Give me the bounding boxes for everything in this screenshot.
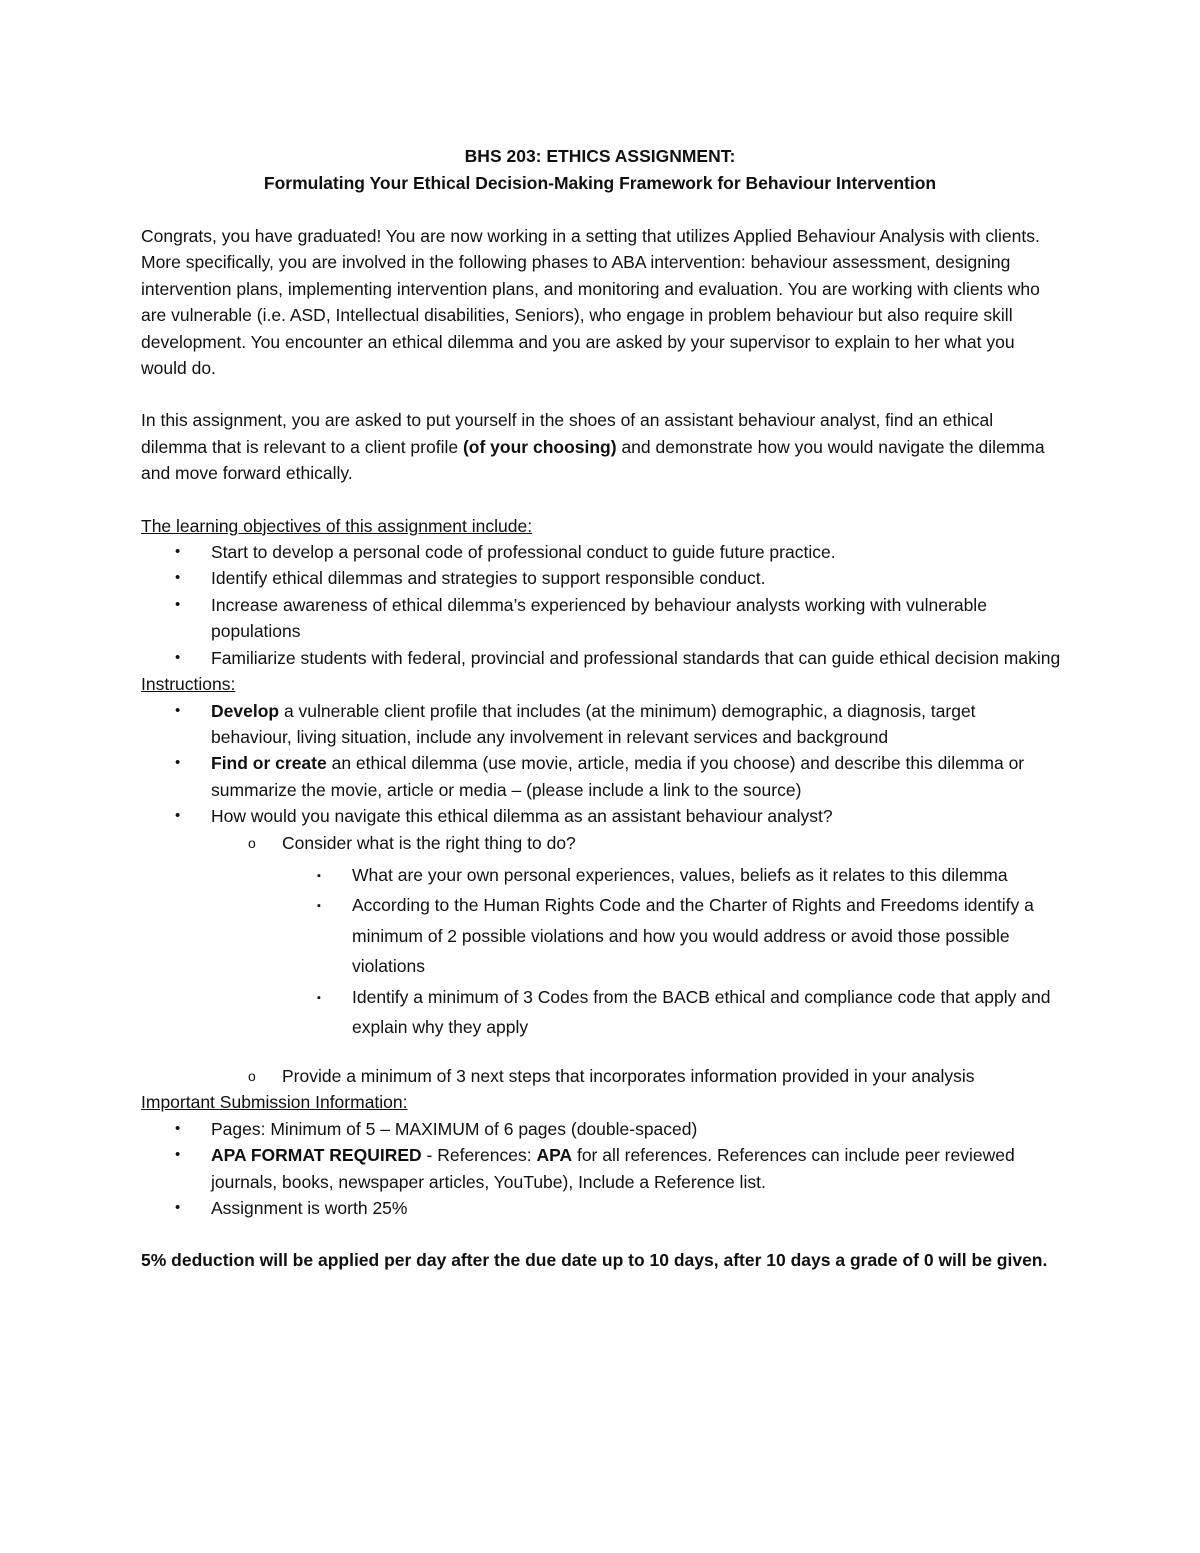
instruction-text: a vulnerable client profile that includes (at the minimum) demographic, a diagnosis, target behaviour, living situation, include any involvement in relevant services and background xyxy=(211,700,976,747)
sub-item-text: Provide a minimum of 3 next steps that incorporates information provided in your analysis xyxy=(282,1065,975,1086)
list-item xyxy=(141,803,1061,829)
instructions-list xyxy=(141,698,1061,830)
assignment-subtitle: Formulating Your Ethical Decision-Making Framework for Behaviour Intervention xyxy=(263,173,937,193)
bullet-icon: • xyxy=(175,807,181,825)
nested-item-text: What are your own personal experiences, values, beliefs as it relates to this dilemma xyxy=(352,864,1008,885)
late-policy: 5% deduction will be applied per day after the due date up to 10 days, after 10 days a grade of 0 will be given. xyxy=(141,1250,1048,1271)
bullet-icon: • xyxy=(175,754,181,772)
sub-list-item xyxy=(141,1063,1061,1089)
instruction-text: How would you navigate this ethical dilemma as an assistant behaviour analyst? xyxy=(211,806,833,827)
list-item xyxy=(141,698,1061,751)
description-text-end: and demonstrate how you would navigate the dilemma and move forward ethically. xyxy=(141,436,1045,484)
list-item xyxy=(141,1195,1061,1221)
objectives-heading: The learning objectives of this assignment include: xyxy=(141,515,533,536)
list-item xyxy=(141,1116,1061,1142)
list-item xyxy=(141,750,1061,803)
title-block xyxy=(139,143,1061,197)
circle-bullet-icon: o xyxy=(248,1067,256,1084)
bullet-icon: • xyxy=(175,648,181,666)
objectives-list xyxy=(141,539,1061,671)
list-item xyxy=(141,645,1061,671)
bullet-icon: • xyxy=(175,595,181,613)
instruction-text: an ethical dilemma (use movie, article, media if you choose) and describe this dilemma or summarize the movie, article or media – (please include a link to the source) xyxy=(211,753,1025,800)
instructions-heading: Instructions: xyxy=(141,674,236,695)
list-item xyxy=(141,592,1061,645)
list-item xyxy=(141,565,1061,591)
nested-list-item xyxy=(141,982,1061,1043)
square-bullet-icon: ▪ xyxy=(317,991,321,1004)
assignment-description xyxy=(141,407,1061,486)
list-item xyxy=(141,1142,1061,1195)
apa-label: APA xyxy=(536,1145,573,1166)
submission-text: Pages: Minimum of 5 – MAXIMUM of 6 pages (double-spaced) xyxy=(211,1118,698,1139)
bullet-icon: • xyxy=(175,569,181,587)
submission-text: for all references. References can include peer reviewed journals, books, newspaper articles, YouTube), Include a Reference list. xyxy=(211,1145,1015,1192)
nested-item-text: According to the Human Rights Code and the Charter of Rights and Freedoms identify a minimum of 2 possible violations and how you would address or avoid those possible violations xyxy=(352,895,1034,977)
description-emphasis: (of your choosing) xyxy=(462,436,617,457)
objective-text: Familiarize students with federal, provincial and professional standards that can guide ethical decision making xyxy=(211,647,1061,668)
bullet-icon: • xyxy=(175,1119,181,1137)
square-bullet-icon: ▪ xyxy=(317,900,321,913)
objective-text: Increase awareness of ethical dilemma’s experienced by behaviour analysts working with vulnerable populations xyxy=(211,594,987,642)
assignment-title: BHS 203: ETHICS ASSIGNMENT: xyxy=(464,146,736,166)
square-bullet-icon: ▪ xyxy=(317,869,321,882)
objective-text: Identify ethical dilemmas and strategies to support responsible conduct. xyxy=(211,568,766,589)
format-requirement: APA FORMAT REQUIRED xyxy=(211,1145,422,1166)
submission-text: - References: xyxy=(421,1145,537,1166)
circle-bullet-icon: o xyxy=(248,834,256,851)
submission-heading: Important Submission Information: xyxy=(141,1092,408,1113)
list-item xyxy=(141,539,1061,565)
bullet-icon: • xyxy=(175,543,181,561)
nested-item-text: Identify a minimum of 3 Codes from the BACB ethical and compliance code that apply and explain why they apply xyxy=(352,986,1051,1038)
intro-paragraph: Congrats, you have graduated! You are now working in a setting that utilizes Applied Behaviour Analysis with clients. More specifically, you are involved in the following phases to ABA intervention: behaviour assessment, designing intervention plans, implementing intervention plans, and monitoring and evaluation. You are working with clients who are vulnerable (i.e. ASD, Intellectual disabilities, Seniors), who engage in problem behaviour but also require skill development. You encounter an ethical dilemma and you are asked by your supervisor to explain to her what you would do. xyxy=(141,226,1040,379)
bullet-icon: • xyxy=(175,1146,181,1164)
instruction-emphasis: Find or create xyxy=(211,753,327,774)
submission-list xyxy=(141,1116,1061,1222)
instruction-emphasis: Develop xyxy=(211,700,280,721)
bullet-icon: • xyxy=(175,1198,181,1216)
sub-item-text: Consider what is the right thing to do? xyxy=(282,832,576,853)
bullet-icon: • xyxy=(175,701,181,719)
nested-list-item xyxy=(141,860,1061,891)
objective-text: Start to develop a personal code of professional conduct to guide future practice. xyxy=(211,542,836,563)
nested-list-item xyxy=(141,890,1061,982)
submission-text: Assignment is worth 25% xyxy=(211,1197,408,1218)
description-text-start: In this assignment, you are asked to put yourself in the shoes of an assistant behaviour analyst, find an ethical dilemma that is relevant to a client profile xyxy=(141,410,994,457)
sub-list-item xyxy=(141,830,1061,856)
document-content xyxy=(141,143,1061,1274)
